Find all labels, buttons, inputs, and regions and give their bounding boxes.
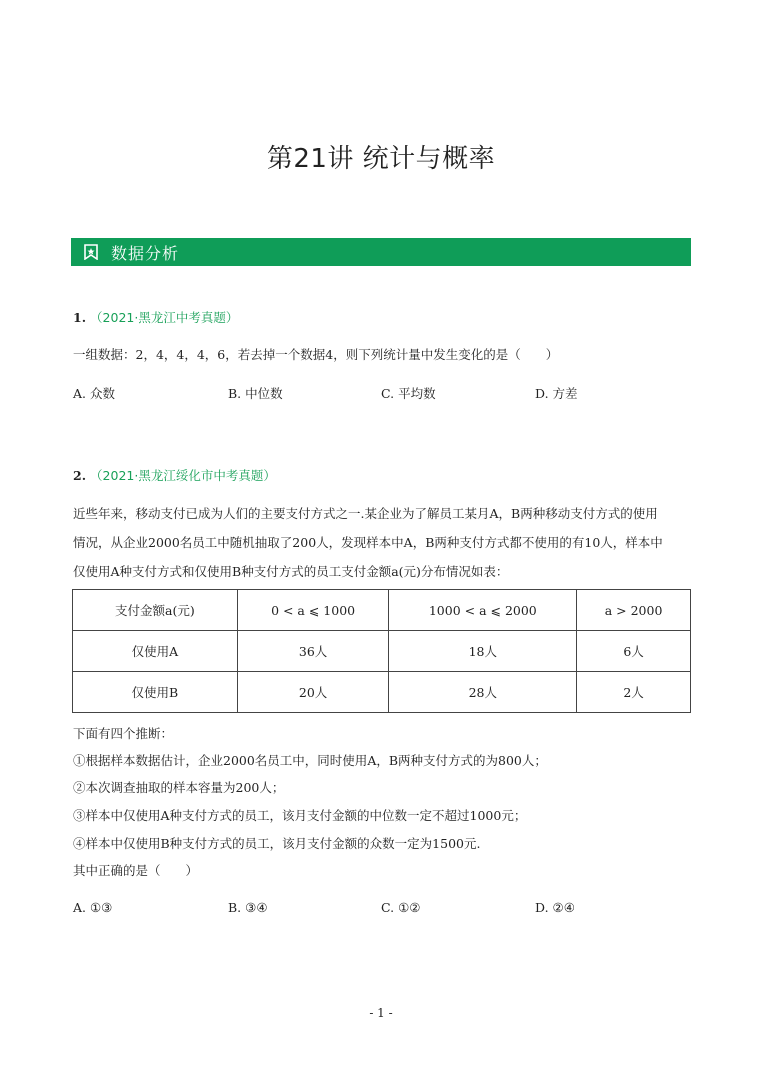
table-cell: 仅使用B — [73, 672, 238, 713]
option-d: D. ②④ — [535, 900, 575, 915]
question-number: 1. — [73, 310, 87, 325]
table-header-row — [73, 590, 691, 631]
table-cell: 36人 — [237, 631, 389, 672]
table-cell: 6人 — [577, 631, 691, 672]
table-cell: 2人 — [577, 672, 691, 713]
table-cell: 18人 — [389, 631, 577, 672]
inference-item: ③样本中仅使用A种支付方式的员工，该月支付金额的中位数一定不超过1000元； — [73, 808, 527, 823]
section-header — [71, 238, 691, 266]
option-b: B. 中位数 — [228, 386, 283, 401]
inference-item: ②本次调查抽取的样本容量为200人； — [73, 780, 285, 795]
question-source: （2021·黑龙江中考真题） — [90, 310, 239, 325]
table-header-cell: 1000 < a ⩽ 2000 — [389, 590, 577, 631]
inference-intro: 下面有四个推断： — [73, 726, 174, 741]
section-title: 数据分析 — [111, 243, 180, 263]
question-2-header — [73, 466, 276, 484]
question-1-stem: 一组数据：2，4，4，4，6，若去掉一个数据4，则下列统计量中发生变化的是（ ） — [73, 347, 559, 362]
table-cell: 仅使用A — [73, 631, 238, 672]
inference-item: ①根据样本数据估计，企业2000名员工中，同时使用A，B两种支付方式的为800人； — [73, 753, 547, 768]
table-header-cell: 支付金额a(元) — [73, 590, 238, 631]
table-header-cell: a > 2000 — [577, 590, 691, 631]
question-source: （2021·黑龙江绥化市中考真题） — [90, 468, 276, 483]
question-2-stem-line: 近些年来，移动支付已成为人们的主要支付方式之一.某企业为了解员工某月A，B两种移动支付方式的使用 — [73, 506, 658, 521]
question-2-stem-line: 仅使用A种支付方式和仅使用B种支付方式的员工支付金额a(元)分布情况如表： — [73, 564, 509, 579]
page-title: 第21讲 统计与概率 — [266, 144, 496, 174]
option-c: C. 平均数 — [381, 386, 436, 401]
table-cell: 20人 — [237, 672, 389, 713]
question-2-prompt: 其中正确的是（ ） — [73, 863, 199, 878]
option-d: D. 方差 — [535, 386, 578, 401]
bookmark-star-icon — [83, 244, 99, 260]
table-cell: 28人 — [389, 672, 577, 713]
page-number: - 1 - — [369, 1006, 393, 1020]
table-row — [73, 672, 691, 713]
option-a: A. 众数 — [73, 386, 115, 401]
question-2-stem-line: 情况，从企业2000名员工中随机抽取了200人，发现样本中A，B两种支付方式都不使用的有10人，样本中 — [73, 535, 663, 550]
option-a: A. ①③ — [73, 900, 113, 915]
option-b: B. ③④ — [228, 900, 268, 915]
question-number: 2. — [73, 468, 87, 483]
question-1-header — [73, 308, 238, 326]
option-c: C. ①② — [381, 900, 421, 915]
payment-table — [72, 589, 691, 713]
inference-item: ④样本中仅使用B种支付方式的员工，该月支付金额的众数一定为1500元. — [73, 836, 481, 851]
table-row — [73, 631, 691, 672]
table-header-cell: 0 < a ⩽ 1000 — [237, 590, 389, 631]
